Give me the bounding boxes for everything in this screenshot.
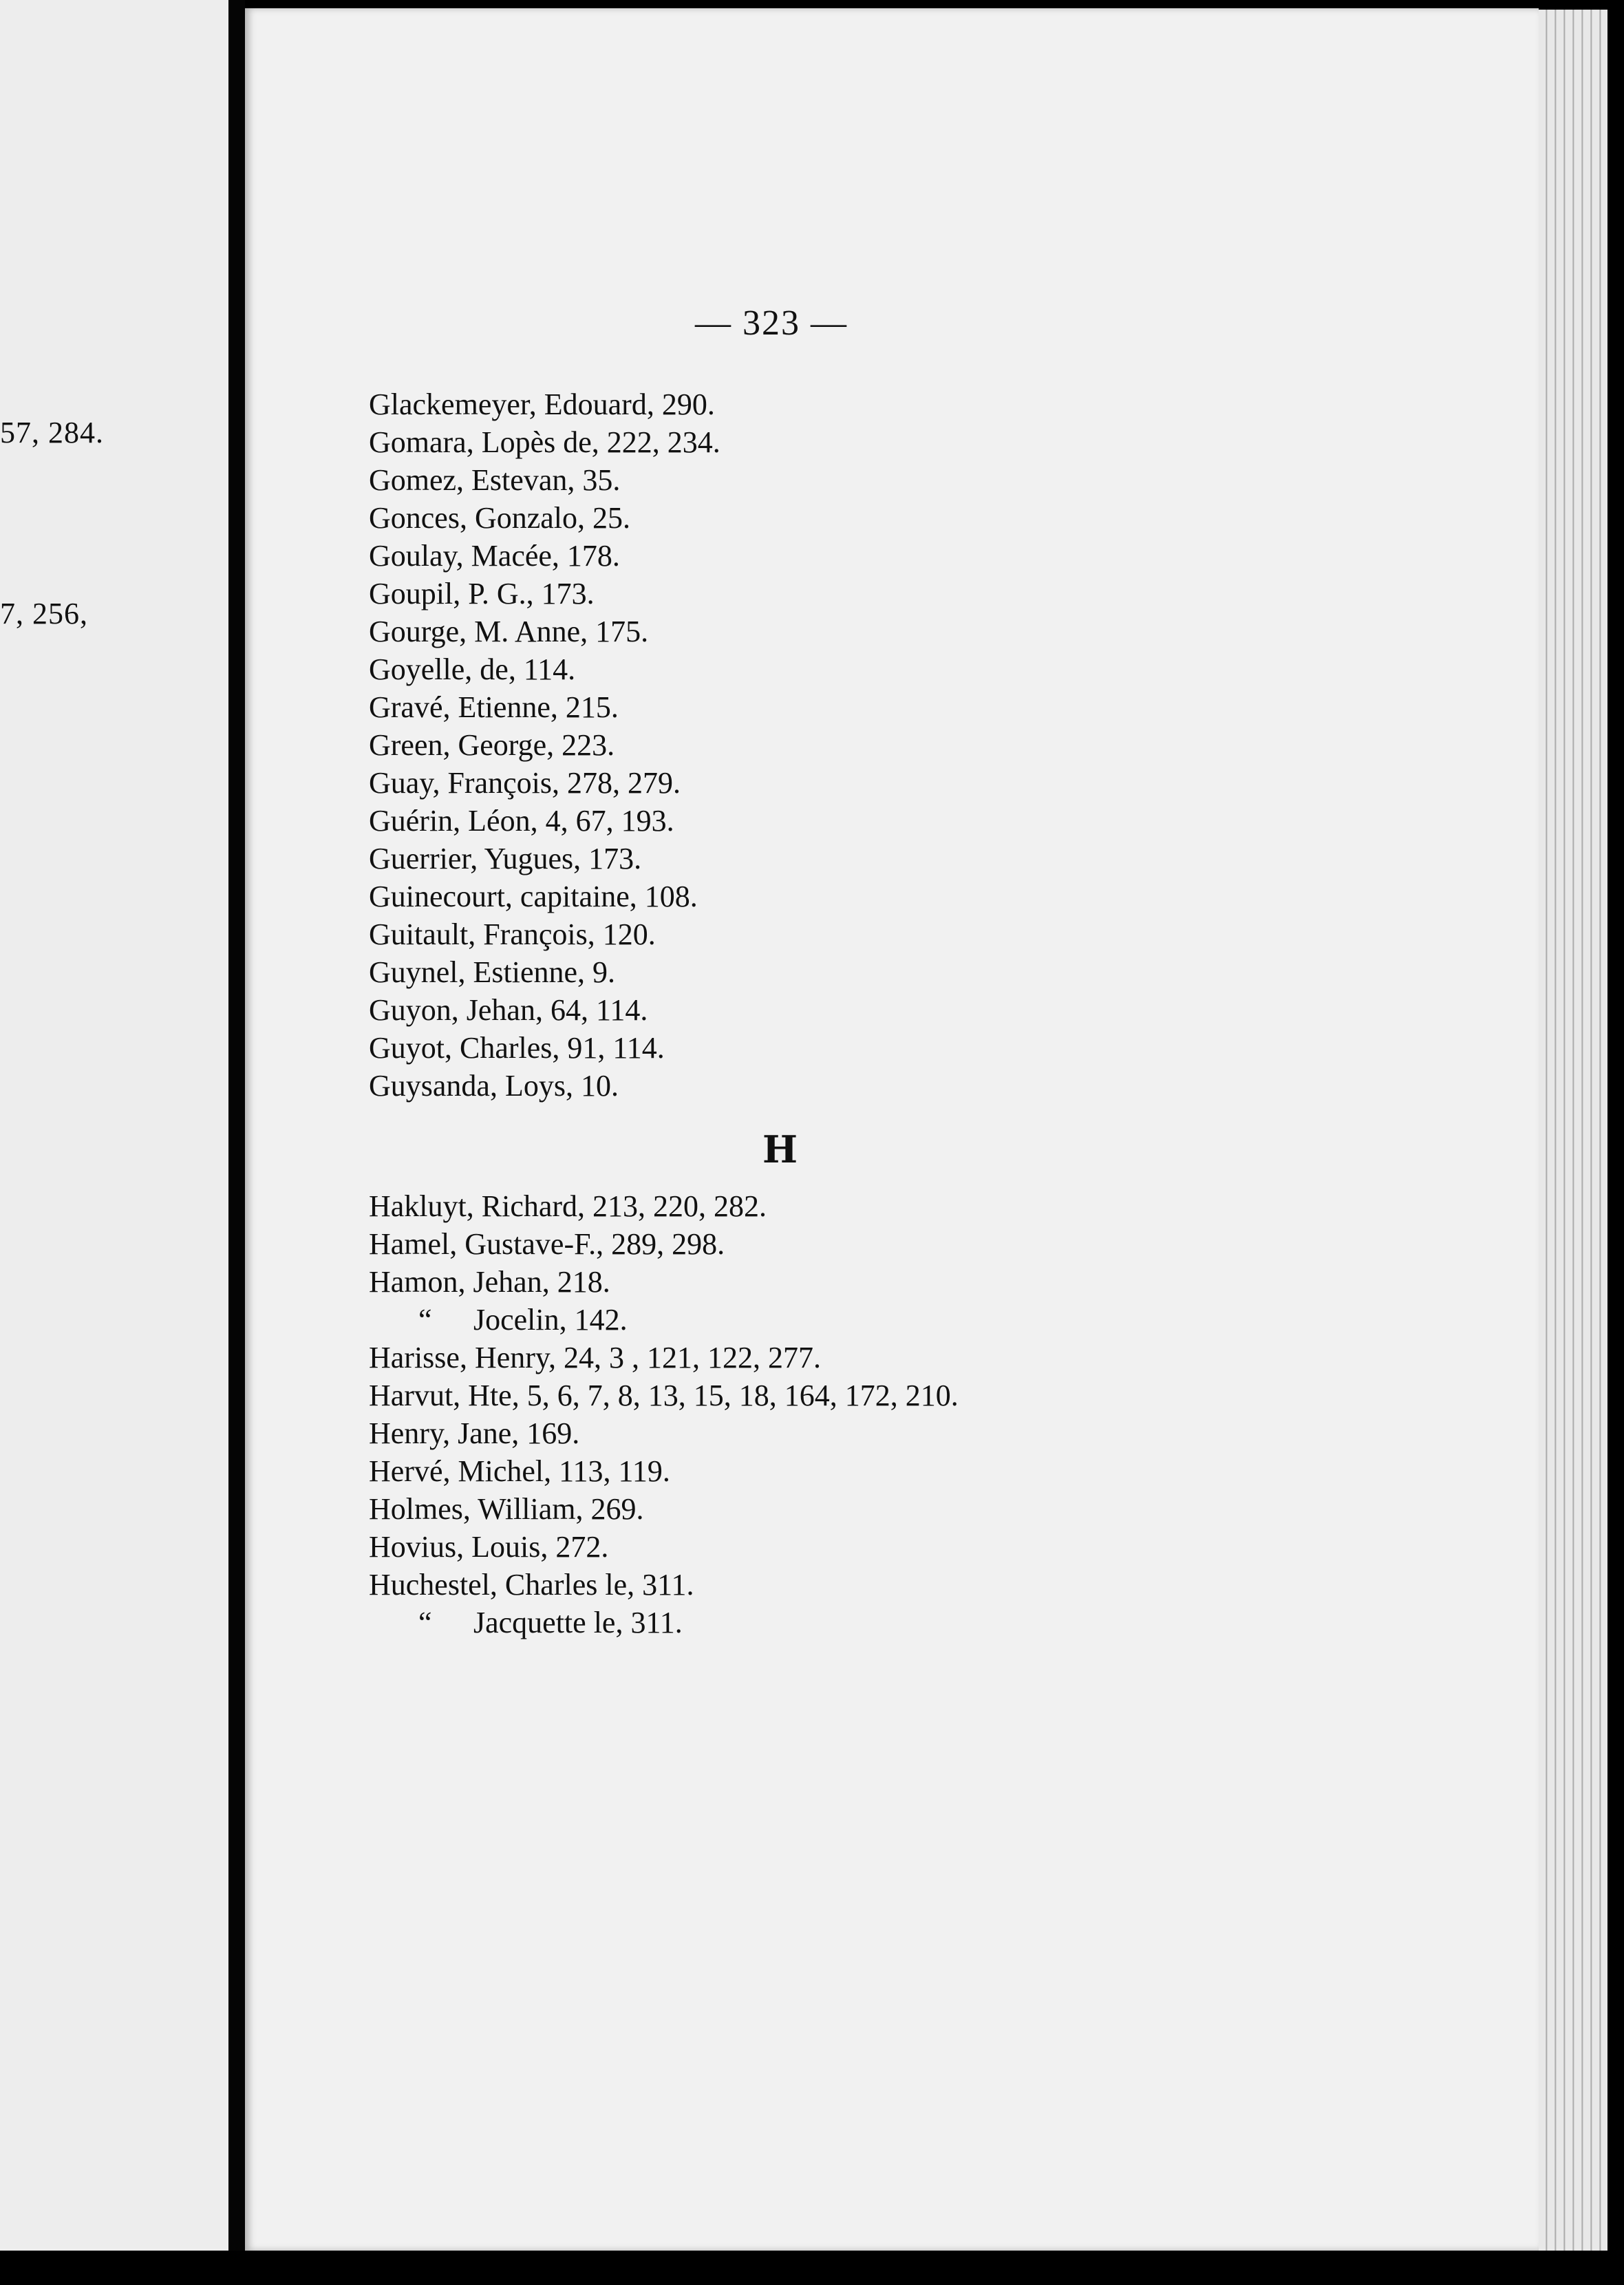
index-entry [369, 1301, 1470, 1339]
index-list [369, 385, 1470, 1641]
section-heading-h: H [762, 1127, 800, 1171]
index-entry [369, 688, 1470, 726]
index-entry [369, 385, 1470, 423]
index-entry [369, 575, 1470, 613]
index-entry-text: Goupil, P. G., 173. [369, 577, 595, 610]
index-entry [369, 915, 1470, 953]
index-entry-text: Glackemeyer, Edouard, 290. [369, 387, 715, 421]
page-number: — 323 — [695, 304, 848, 343]
index-entry [369, 1339, 1470, 1377]
index-entry [369, 461, 1470, 499]
index-entry-text: Holmes, William, 269. [369, 1492, 644, 1526]
index-entry [369, 1263, 1470, 1301]
index-entry [369, 650, 1470, 688]
index-entry [369, 991, 1470, 1029]
index-entry [369, 1377, 1470, 1414]
index-entry-text: Guay, François, 278, 279. [369, 766, 681, 800]
index-entry-text: Jacquette le, 311. [473, 1606, 683, 1639]
index-entry-text: Hovius, Louis, 272. [369, 1530, 609, 1564]
index-entry-text: Guynel, Estienne, 9. [369, 955, 616, 989]
page-edges [1539, 10, 1607, 2251]
index-entry [369, 613, 1470, 650]
index-entry-text: Harisse, Henry, 24, 3 , 121, 122, 277. [369, 1341, 822, 1374]
index-entry-text: Goulay, Macée, 178. [369, 539, 620, 573]
index-entry [369, 953, 1470, 991]
index-entry [369, 1225, 1470, 1263]
index-entry [369, 1528, 1470, 1566]
index-entry-text: Guitault, François, 120. [369, 917, 656, 951]
index-entry-text: Guyot, Charles, 91, 114. [369, 1031, 665, 1065]
index-entry-text: Gravé, Etienne, 215. [369, 690, 619, 724]
book-gutter [228, 0, 245, 2285]
index-entry [369, 1414, 1470, 1452]
index-entry [369, 878, 1470, 915]
index-entry-text: Guyon, Jehan, 64, 114. [369, 993, 648, 1027]
index-entry [369, 840, 1470, 878]
index-entry [369, 1029, 1470, 1067]
index-entry-text: Jocelin, 142. [473, 1303, 628, 1337]
facing-page [0, 0, 228, 2251]
index-entry [369, 1452, 1470, 1490]
index-section-g [369, 385, 1470, 1105]
scan-border [0, 2251, 1624, 2285]
index-entry-text: Harvut, Hte, 5, 6, 7, 8, 13, 15, 18, 164, 172, 210. [369, 1379, 959, 1412]
index-entry-text: Hakluyt, Richard, 213, 220, 282. [369, 1189, 767, 1223]
index-entry-text: Goyelle, de, 114. [369, 652, 576, 686]
index-entry [369, 537, 1470, 575]
index-entry [369, 423, 1470, 461]
index-entry [369, 802, 1470, 840]
index-entry-text: Huchestel, Charles le, 311. [369, 1568, 694, 1602]
index-entry-text: Hamon, Jehan, 218. [369, 1265, 610, 1299]
index-entry-text: Guérin, Léon, 4, 67, 193. [369, 804, 674, 838]
index-entry [369, 1566, 1470, 1604]
index-entry [369, 1187, 1470, 1225]
index-section-h [369, 1187, 1470, 1641]
index-entry-text: Gomez, Estevan, 35. [369, 463, 621, 497]
index-entry [369, 1604, 1470, 1641]
index-entry-text: Guysanda, Loys, 10. [369, 1069, 619, 1103]
index-entry-text: Guinecourt, capitaine, 108. [369, 880, 698, 913]
facing-page-fragment: 7, 256, [0, 597, 88, 630]
index-entry-text: Gourge, M. Anne, 175. [369, 615, 649, 648]
index-entry [369, 1490, 1470, 1528]
index-entry [369, 499, 1470, 537]
index-entry [369, 726, 1470, 764]
index-entry-text: Hamel, Gustave-F., 289, 298. [369, 1227, 725, 1261]
index-entry [369, 1067, 1470, 1105]
index-entry-text: Gonces, Gonzalo, 25. [369, 501, 631, 535]
index-entry [369, 764, 1470, 802]
index-entry-text: Henry, Jane, 169. [369, 1416, 580, 1450]
index-entry-text: Green, George, 223. [369, 728, 615, 762]
ditto-mark: “ [418, 1606, 432, 1639]
index-entry-text: Hervé, Michel, 113, 119. [369, 1454, 670, 1488]
index-entry-text: Gomara, Lopès de, 222, 234. [369, 425, 720, 459]
ditto-mark: “ [418, 1303, 432, 1337]
index-entry-text: Guerrier, Yugues, 173. [369, 842, 642, 875]
facing-page-fragment: 57, 284. [0, 416, 104, 449]
